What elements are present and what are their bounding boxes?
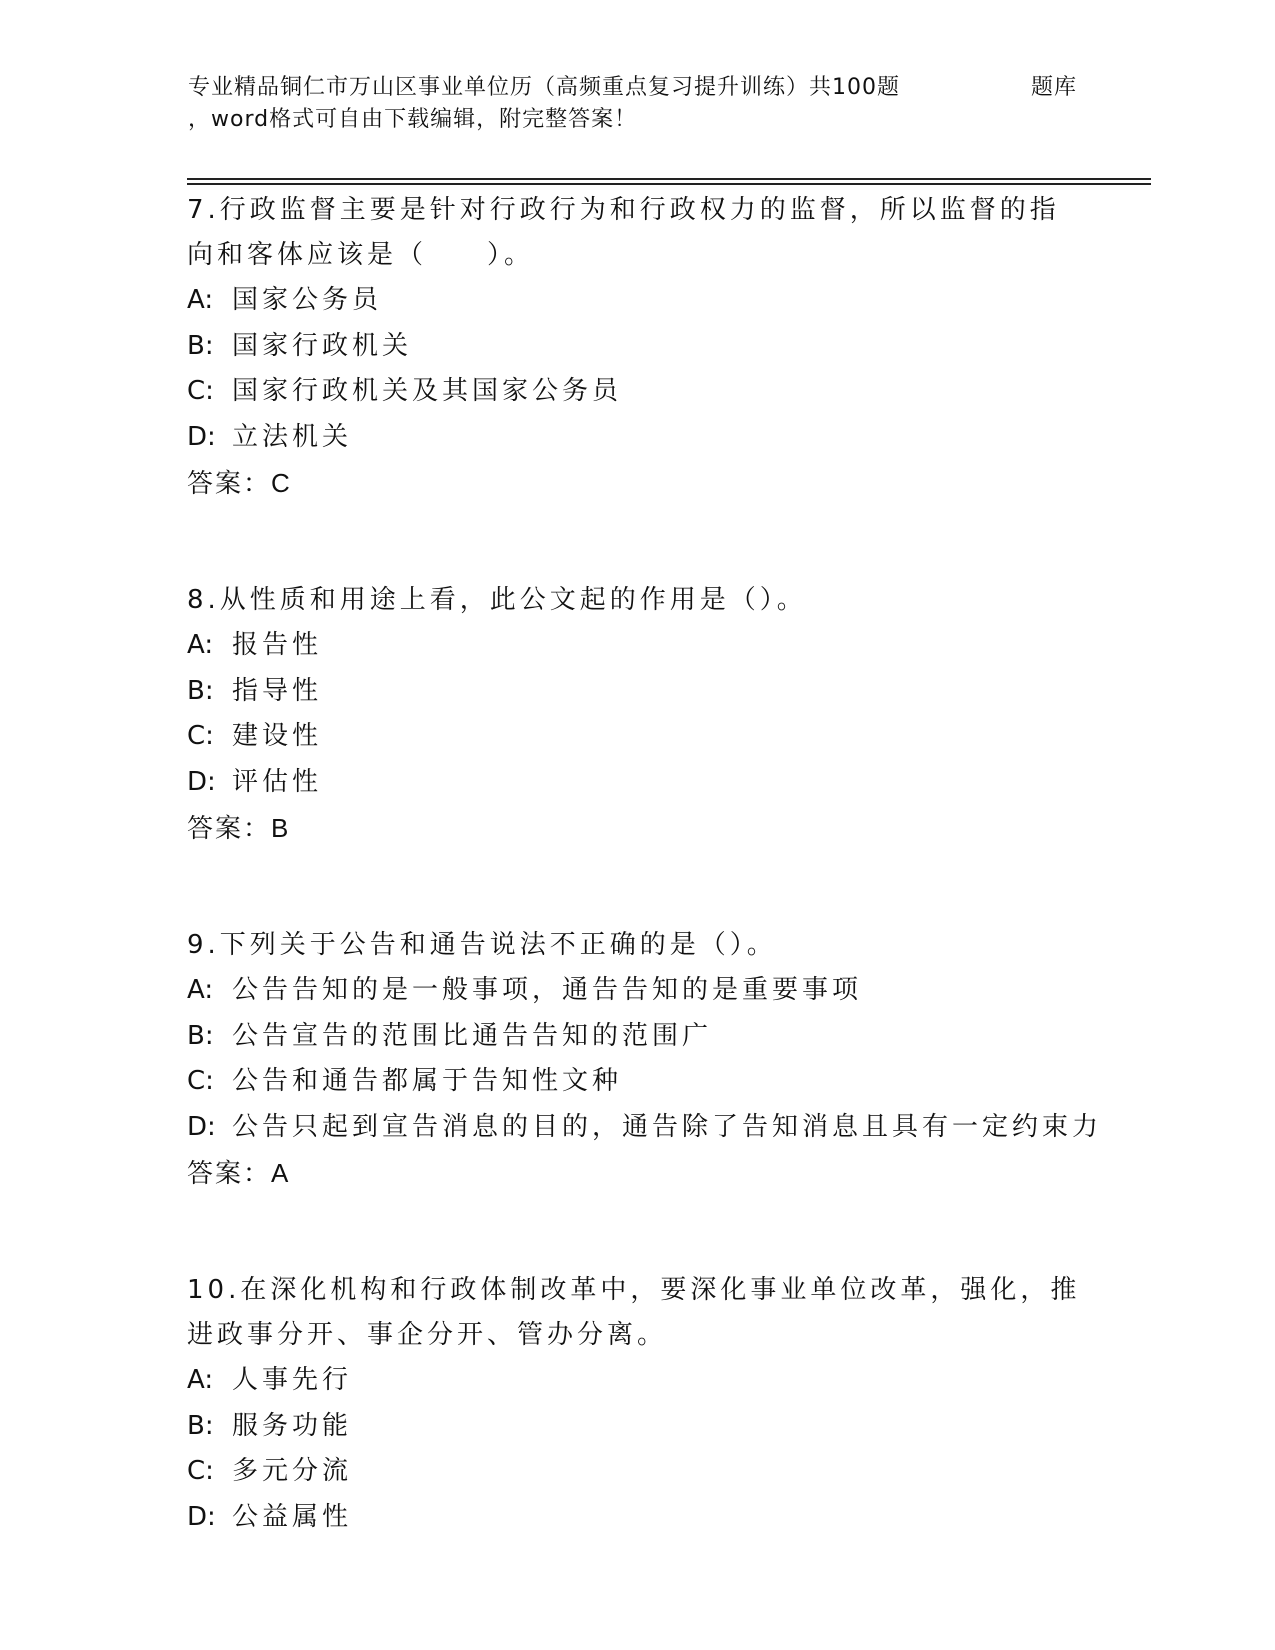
option-letter: C: [187,376,214,406]
option-letter: B: [187,675,214,706]
answer-value: B [271,813,289,843]
option-b [187,1014,1087,1060]
option-b [187,669,1087,715]
answer [187,805,1087,851]
option-a [187,623,1087,669]
option-text: 公告宣告的范围比通告告知的范围广 [232,1020,713,1051]
option-text: 公告和通告都属于告知性文种 [232,1066,623,1096]
option-letter: B: [187,330,214,361]
option-c [187,1449,1087,1495]
question-stem: 10.在深化机构和行政体制改革中，要深化事业单位改革，强化，推进政事分开、事企分开、管办分离。 [187,1275,1081,1350]
option-d [187,760,1087,806]
option-text: 国家行政机关 [232,330,413,361]
option-letter: C: [187,721,214,751]
option-a [187,968,1087,1014]
question-list [187,188,1103,1540]
answer-label: 答案： [187,813,272,843]
option-text: 多元分流 [232,1456,353,1486]
option-letter: D: [187,1501,216,1532]
question-10 [187,1268,1087,1540]
option-d [187,1105,1103,1151]
option-text: 公益属性 [232,1501,353,1532]
header-divider-top [187,178,1151,180]
answer-label: 答案： [187,468,272,498]
question-stem: 8.从性质和用途上看，此公文起的作用是（）。 [187,585,807,615]
option-letter: D: [187,766,216,797]
answer-label: 答案： [187,1158,272,1188]
option-d [187,1495,1087,1541]
option-text: 报告性 [232,630,323,660]
option-b [187,324,1087,370]
option-c [187,369,1087,415]
option-a [187,1358,1087,1404]
option-letter: B: [187,1410,214,1441]
option-letter: A: [187,285,214,315]
header-tag: 题库 [1031,75,1078,100]
option-letter: A: [187,975,214,1005]
option-c [187,1059,1087,1105]
header-divider-bottom [187,183,1151,185]
question-7 [187,188,1087,506]
answer-value: C [271,468,290,498]
answer-value: A [271,1158,289,1188]
option-letter: B: [187,1020,214,1051]
option-text: 服务功能 [232,1410,353,1441]
header-line-1 [188,72,1148,104]
option-text: 人事先行 [232,1365,353,1395]
option-b [187,1404,1087,1450]
answer [187,460,1087,506]
option-c [187,714,1087,760]
option-a [187,278,1087,324]
question-9 [187,923,1103,1196]
document-header [188,72,1148,136]
option-letter: D: [187,421,216,452]
option-d [187,415,1087,461]
header-subtitle: ，word格式可自由下载编辑，附完整答案！ [188,107,638,132]
question-8 [187,578,1087,851]
option-letter: C: [187,1066,214,1096]
option-letter: A: [187,1365,214,1395]
option-text: 立法机关 [232,421,353,452]
question-stem: 7.行政监督主要是针对行政行为和行政权力的监督，所以监督的指向和客体应该是（ ）。 [187,195,1060,270]
option-text: 公告告知的是一般事项，通告告知的是重要事项 [232,975,863,1005]
option-text: 评估性 [232,766,323,797]
option-text: 国家行政机关及其国家公务员 [232,376,623,406]
option-text: 国家公务员 [232,285,383,315]
option-letter: A: [187,630,214,660]
option-text: 指导性 [232,675,323,706]
option-text: 公告只起到宣告消息的目的，通告除了告知消息且具有一定约束力 [232,1111,1103,1142]
question-stem: 9.下列关于公告和通告说法不正确的是（）。 [187,930,777,960]
header-title: 专业精品铜仁市万山区事业单位历（高频重点复习提升训练）共100题 [188,75,900,100]
option-letter: D: [187,1111,216,1142]
answer [187,1150,1087,1196]
option-letter: C: [187,1456,214,1486]
option-text: 建设性 [232,721,323,751]
